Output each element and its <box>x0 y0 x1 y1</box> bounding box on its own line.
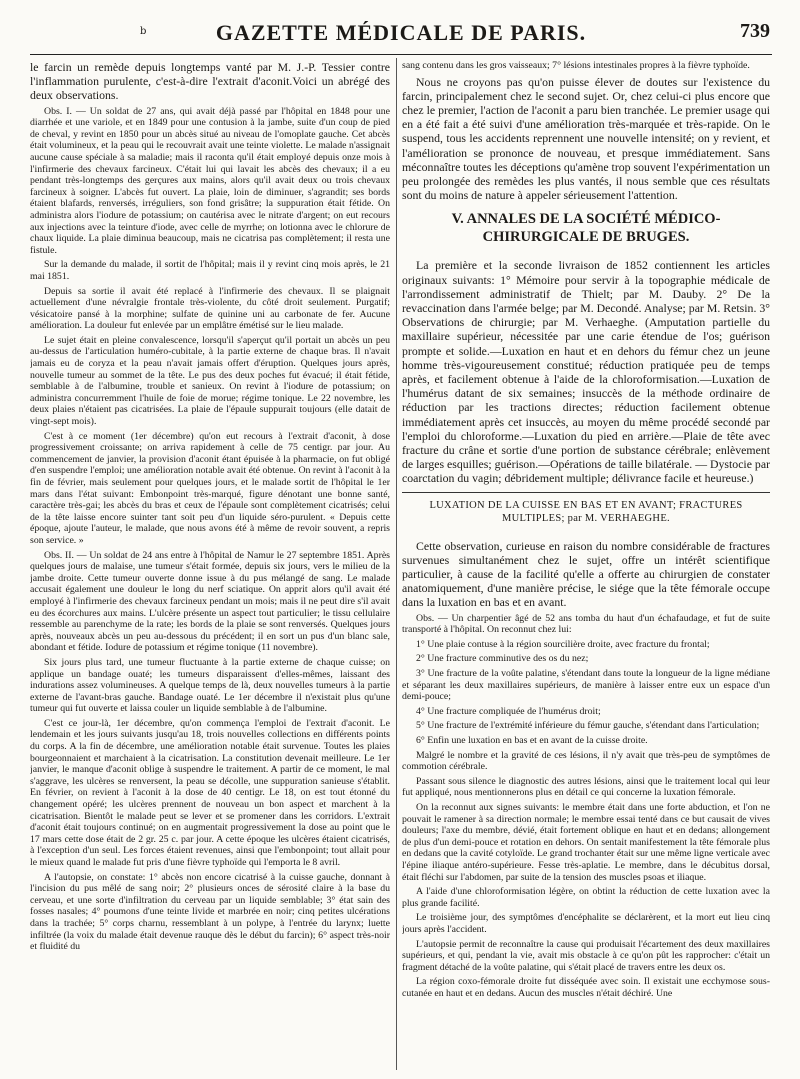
paragraph: A l'aide d'une chloroformisation légère, on obtint la réduction de cette luxation avec la plus grande facilité. <box>402 886 770 909</box>
paragraph: Passant sous silence le diagnostic des autres lésions, ainsi que le traitement local qui leur fut appliqué, nous mentionnerons plus en détail ce qui concerne la luxation fémorale. <box>402 775 770 799</box>
paragraph: La région coxo-fémorale droite fut disséquée avec soin. Il existait une ecchymose sous-cutanée en haut et en dedans. Aucun des muscles n'était déchiré. Une <box>402 976 770 999</box>
divider <box>402 492 770 493</box>
right-column <box>402 60 770 1070</box>
article-intro: Cette observation, curieuse en raison du nombre considérable de fractures survenues simultanément chez le sujet, offre un intérêt scientifique particulier, à cause de la facilité qu'elle a offerte au chirurgien de constater anatomiquement, d'une manière précise, le siége que la tête fémorale occupe dans la luxation en bas et en avant. <box>402 538 770 610</box>
paragraph: Six jours plus tard, une tumeur fluctuante à la partie externe de chaque cuisse; on applique un bandage ouaté; les tumeurs disparaissent d'elles-mêmes, laissant des indurations assez volumineuses. A quelque temps de là, deux nouvelles tumeurs à la partie externe de l'avant-bras gauche. Bandage ouaté. Le 1er décembre il n'existait plus qu'une tumeur qui fut ouverte et laissa couler un liquide semblable à de l'albumine. <box>30 656 390 715</box>
paragraph: Sur la demande du malade, il sortit de l'hôpital; mais il y revint cinq mois après, le 21 mai 1851. <box>30 259 390 282</box>
article-title: LUXATION DE LA CUISSE EN BAS ET EN AVANT; FRACTURES MULTIPLES; par M. VERHAEGHE. <box>429 499 743 524</box>
paragraph: le farcin un remède depuis longtemps vanté par M. J.-P. Tessier contre l'inflammation purulente, c'est-à-dire l'extrait d'aconit.Voici un abrégé des deux observations. <box>30 60 390 103</box>
list-item: 3° Une fracture de la voûte palatine, s'étendant dans toute la longueur de la ligne médiane et séparant les deux maxillaires supérieurs, de manière à laisser entre eux un espace d'un demi-pouce; <box>402 668 770 703</box>
autopsy-paragraph: A l'autopsie, on constate: 1° abcès non encore cicatrisé à la cuisse gauche, donnant à l'incision du pus mêlé de sang noir; 2° plusieurs onces de sérosité claire à la base du cerveau, et une sorte d'infiltration du cerveau par un liquide semblable; 3° état sain des fosses nasales; 4° poumons d'une teinte livide et marbrée en noir; cinq petites ulcérations dans la trachée; 5° corps charnu, ressemblant à un polype, à l'entrée du larynx; luette infiltrée (la voix du malade était devenue rauque dès le début du farcin); 6° aspect très-noir et fluidité du <box>30 871 390 953</box>
left-column <box>30 60 390 1070</box>
section-heading: V. ANNALES DE LA SOCIÉTÉ MÉDICO-CHIRURGICALE DE BRUGES. <box>451 211 721 246</box>
list-item: 4° Une fracture compliquée de l'humérus droit; <box>416 705 601 717</box>
paragraph: sang contenu dans les gros vaisseaux; 7° lésions intestinales propres à la fièvre typhoïde. <box>402 60 750 71</box>
paragraph: Malgré le nombre et la gravité de ces lésions, il n'y avait que très-peu de symptômes de commotion cérébrale. <box>402 749 770 773</box>
header-mark: b <box>140 26 147 37</box>
list-item: 5° Une fracture de l'extrémité inférieure du fémur gauche, s'étendant dans l'articulation; <box>416 720 760 732</box>
section-paragraph: La première et la seconde livraison de 1852 contiennent les articles originaux suivants: 1° Mémoire pour servir à la topographie médicale de l'arrondissement administratif de Thielt; par M. Dauby. 2° De la revaccination dans l'armée belge; par M. Decondé. Analyse; par M. Retsin. 3° Observations de chirurgie; par M. Verhaeghe. (Amputation partielle du maxillaire supérieur, nécessitée par une carie étendue de l'os; guérison prompte et solide.—Luxation en haut et en dehors du fémur chez un jeune homme très-vigoureusement constitué; réduction pratiquée peu de temps après, et facilement obtenue à l'aide de la chloroformisation.—Luxation de l'humérus datant de six semaines; insuccès de la méthode ordinaire de réduction par les tractions directes; réduction facilement obtenue immédiatement après cet insuccès, au moyen du même procédé secondé par l'emploi du chloroforme.—Luxation du pied en arrière.—Plaie de tête avec fracture du crâne et sortie d'une portion de substance cérébrale; enlèvement de larges esquilles; guérison.—Opérations de taille bilatérale. — Dystocie par coarctation du vagin; débridement multiple; délivrance facile et heureuse.) <box>402 258 770 486</box>
paragraph: On la reconnut aux signes suivants: le membre était dans une forte abduction, et l'on ne pouvait le ramener à sa direction normale; le membre essai tenté dans ce but causait de vives douleurs; l'axe du membre, dévié, était fortement oblique en haut et en dedans; allongement de plus d'un demi-pouce et rotation en dehors. On sentait manifestement la tête fémorale plus en dedans que la cavité cotyloïde. Le grand trochanter était sur une même ligne verticale avec l'épine iliaque antéro-supérieure. Fesse très-aplatie. Le membre, dans le décubitus dorsal, était fléchi sur l'abdomen, par suite de la tension des muscles psoas et iliaque. <box>402 802 770 883</box>
list-item: 2° Une fracture comminutive des os du nez; <box>416 653 589 665</box>
observation-1: Obs. I. — Un soldat de 27 ans, qui avait déjà passé par l'hôpital en 1848 pour une diarrhée et une variole, et en 1849 pour une contusion à la jambe, suite d'un coup de pied de cheval, y revint en 1850 pour un abcès situé au niveau de l'omoplate gauche. Cet abcès était volumineux, et la peau qui le recouvrait avait une teinte violette. Le malade n'assignait aucune cause spéciale à sa maladie; mais il raconta qu'il était employé depuis onze mois à l'infirmerie des chevaux farcineux. C'était lui qui lavait les abcès des chevaux; il a eu pendant très-longtemps des gerçures aux mains, alors qu'il avait deux ou trois chevaux farcineux à soigner. L'abcès fut ouvert. La plaie, loin de diminuer, s'agrandit; ses bords étaient blafards, renversés, irréguliers, son fond grisâtre; la suppuration était fétide. On administra alors l'iodure de potassium; on cautérisa avec le nitrate d'argent; on eut recours aux injections avec la teinture d'iode, avec celle de myrrhe; on lotionna avec le chlorure de chaux liquide. La plaie diminua beaucoup, mais ne cicatrisa pas complètement; il resta une fistule. <box>30 105 390 256</box>
paragraph: C'est ce jour-là, 1er décembre, qu'on commença l'emploi de l'extrait d'aconit. Le lendemain et les jours suivants jusqu'au 18, trois nouvelles collections en différents points du corps. A la fin de décembre, une amélioration notable était survenue. Toutes les plaies bourgeonnaient et marchaient à la cicatrisation. La constitution devenait meilleure. Le 1er janvier, le manque d'aconit oblige à suspendre le traitement. A partir de ce moment, le mal s'aggrave, les ulcères se renversent, la peau se décolle, une suppuration sanieuse s'établit. En février, on revient à l'aconit à la dose de 40 centigr. Le 18, on est tout étonné du changement opéré; les ulcères prennent de nouveau un bon aspect et marchent à la cicatrisation. Bientôt le malade peut se lever et se promener dans les corridors. L'extrait d'aconit était toujours continué; on en augmentait progressivement la dose au point que le 17 mars cette dose était de 2 gr. 25 c. par jour. A cette époque les ulcères étaient cicatrisés, à l'exception d'un seul. Les forces étaient revenues, ainsi que l'embonpoint; tout allait pour le mieux quand le malade fut pris d'une fièvre typhoïde qui l'emporta le 8 avril. <box>30 717 390 869</box>
paragraph: Depuis sa sortie il avait été replacé à l'infirmerie des chevaux. Il se plaignait actuellement d'une névralgie frontale très-violente, du côté droit seulement. Purgatif; vésicatoire pansé à la morphine; sulfate de quinine uni au carbonate de fer. Aucune amélioration. La douleur fut enlevée par un emplâtre émétisé sur le lieu malade. <box>30 285 390 332</box>
page-number: 739 <box>740 20 770 42</box>
paragraph: Obs. — Un charpentier âgé de 52 ans tomba du haut d'un échafaudage, et fut de suite transporté à l'hôpital. On reconnut chez lui: <box>402 612 770 636</box>
paragraph: L'autopsie permit de reconnaître la cause qui produisait l'écartement des deux maxillaires supérieurs, et qui, pendant la vie, avait mis obstacle à ce qu'on pût les rapprocher: c'était un fragment détaché de la voûte palatine, qui s'était placé de travers entre les deux os. <box>402 938 770 973</box>
column-divider <box>396 58 397 1070</box>
paragraph: Le sujet était en pleine convalescence, lorsqu'il s'aperçut qu'il portait un abcès un peu au-dessus de l'articulation huméro-cubitale, à la partie externe de chaque bras. Il n'avait jamais eu de coryza et la peau n'avait jamais offert d'éruption. Quelques jours après, nouvelle tumeur au sommet de la tête. Le pus des deux poches fut évacué; il était fétide, semblable à de l'albumine, trouble et sanieux. On revint à l'iodure de potassium; on administra concurremment l'huile de foie de morue; régime tonique. Le 22 novembre, les deux plaies n'étaient pas cicatrisées. La plaie de l'épaule suppurait toujours (elle datait de vingt-sept mois). <box>30 334 390 428</box>
paragraph: Nous ne croyons pas qu'on puisse élever de doutes sur l'existence du farcin, principalement chez le second sujet. Or, chez celui-ci plus encore que chez le premier, l'action de l'aconit a paru bien tranchée. Le premier usage qui en a été fait a été suivi d'une amélioration très-marquée et très-rapide. On le suspend, tous les accidents reprennent une nouvelle intensité; on y revient, et l'amélioration se prononce de nouveau, et presque immédiatement. Sans méconnaître toutes les déceptions qu'amène trop souvent l'expérimentation un peu prolongée des remèdes les plus vantés, il nous semble que ces résultats sont du moins de nature à appeler sérieusement l'attention. <box>402 74 770 203</box>
journal-title: GAZETTE MÉDICALE DE PARIS. <box>215 20 587 45</box>
observation-2: Obs. II. — Un soldat de 24 ans entre à l'hôpital de Namur le 27 septembre 1851. Après quelques jours de malaise, une tumeur s'était formée, depuis six jours, vers le milieu de la jambe droite. Cette tumeur ouverte donne issue à du pus mélangé de sang. Le malade accusait également une douleur le long du nerf sciatique. On apprit alors qu'il avait été employé à l'infirmerie des chevaux farcineux pendant un mois; mais il ne peut dire s'il avait eu des écorchures aux mains. L'ulcère présente un aspect tout particulier; le tissu cellulaire ressemble au parenchyme de la rate; les bords de la plaie se sont renversés. Quelques jours après, nouveaux abcès un peu au-dessous du précédent; il en sort un pus d'un blanc sale, abondant et fétide. Iodure de potassium et régime tonique (11 novembre). <box>30 549 390 654</box>
paragraph: C'est à ce moment (1er décembre) qu'on eut recours à l'extrait d'aconit, à dose progressivement croissante; on arriva rapidement à celle de 75 centigr. par jour. Au commencement de janvier, la provision d'aconit étant épuisée à la pharmacie, on fut obligé d'en suspendre l'emploi; une amélioration notable avait été obtenue. On revint à l'aconit à la fin de février, mais seulement pour quelques jours, et le malade sortit de l'hôpital le 1er mars dans l'état suivant: Embonpoint très-marqué, figure dénotant une bonne santé, caractère très-gai; les abcès du bras et ceux de l'épaule sont complètement cicatrisés; celui de la tête laisse encore suinter tant soit peu d'un liquide séro-purulent. « Depuis cette époque, ajoute l'auteur, le malade, que nous avons été à même de revoir souvent, a repris son service. » <box>30 430 390 546</box>
paragraph: Le troisième jour, des symptômes d'encéphalite se déclarèrent, et la mort eut lieu cinq jours après l'accident. <box>402 912 770 935</box>
page-header <box>30 14 772 55</box>
list-item: 1° Une plaie contuse à la région sourcilière droite, avec fracture du frontal; <box>416 638 710 650</box>
list-item: 6° Enfin une luxation en bas et en avant de la cuisse droite. <box>416 735 648 747</box>
